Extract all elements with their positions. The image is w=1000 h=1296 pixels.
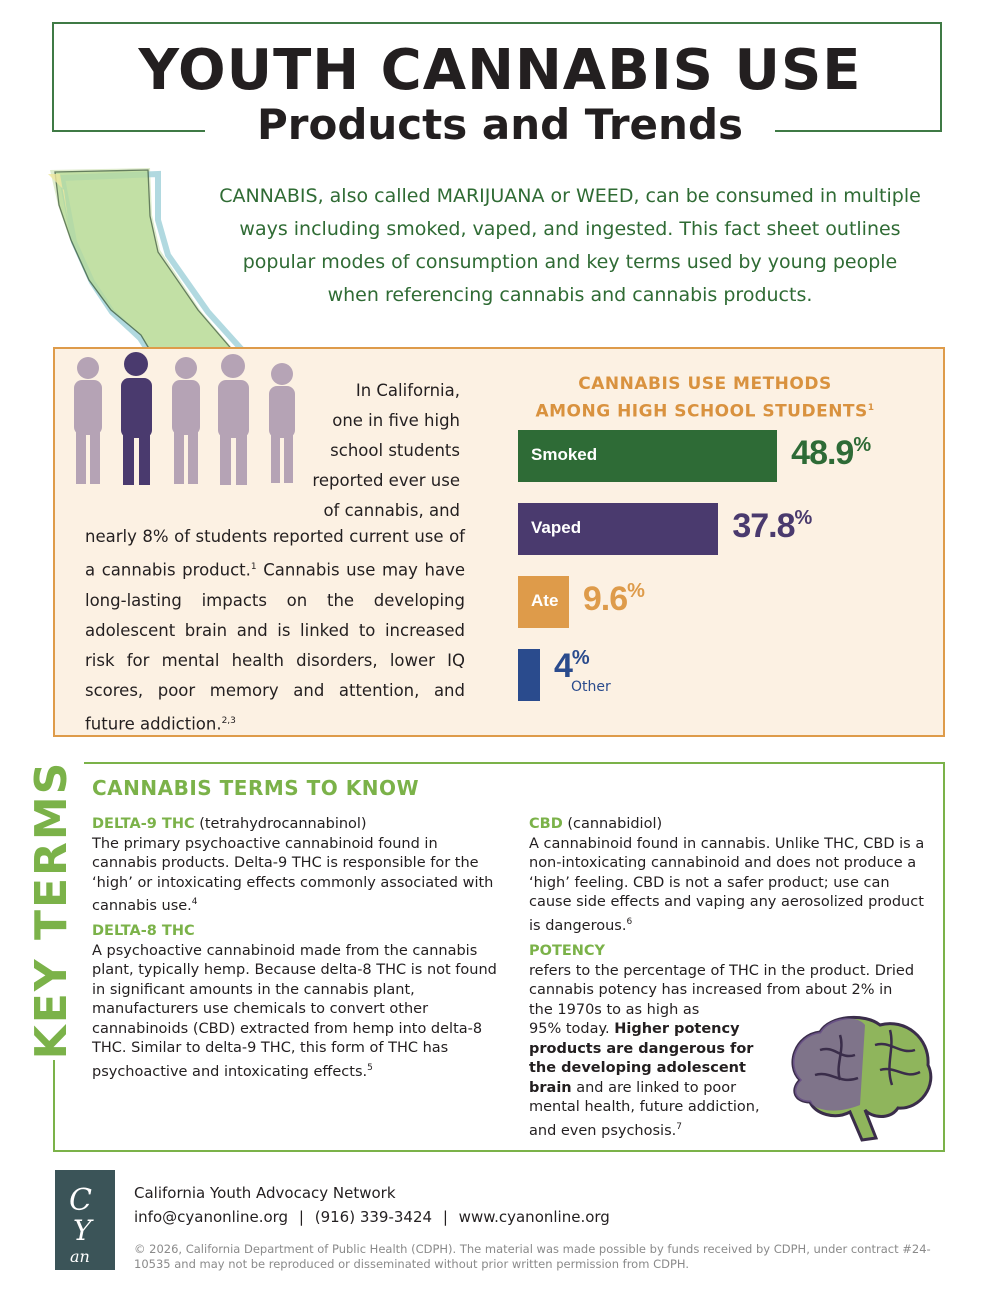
students-silhouette-icon (58, 350, 308, 490)
page-subtitle: Products and Trends (256, 100, 744, 149)
key-terms-heading: CANNABIS TERMS TO KNOW (92, 776, 420, 800)
chart-title: CANNABIS USE METHODS AMONG HIGH SCHOOL STUDENTS$^1$ (535, 374, 875, 422)
svg-text:C: C (69, 1183, 92, 1218)
cyan-logo-icon (55, 1170, 115, 1270)
intro-paragraph: CANNABIS, also called MARIJUANA or WEED, can be consumed in multiple ways including smoked, vaped, and ingested. This fact sheet outlines popular modes of consumption and key terms used by young people when referencing cannabis and cannabis products. (219, 185, 921, 306)
term-delta8: DELTA-8 THC A psychoactive cannabinoid made from the cannabis plant, typically hemp. Because delta-8 THC is not found in significant amounts in the cannabis plant, manufacturers use chemicals to convert other cannabinoids (CBD) extracted from hemp into delta-8 THC. Similar to delta-9 THC, this form of THC has psychoactive and intoxicating effects.$^5$ (92, 923, 497, 1080)
bar-smoked (518, 430, 777, 482)
bar-label-other: Other (571, 679, 611, 695)
bar-label-vaped: Vaped (531, 518, 582, 537)
cyan-logo (55, 1170, 115, 1270)
term-potency: POTENCY refers to the percentage of THC in the product. Dried cannabis potency has increased from about 2% in the 1970s to as high as 95% today. Higher potency products are dangerous for the developing adolescent brain and are linked to poor mental health, future addiction, and even psychosis.$^7$ (529, 943, 915, 1139)
bar-vaped (518, 503, 718, 555)
website-link[interactable]: www.cyanonline.org (458, 1208, 610, 1226)
bar-ate (518, 576, 569, 628)
stat-text-body: nearly 8% of students reported current use of a cannabis product.$^1$ Cannabis use may have long-lasting impacts on the developing adolescent brain and is linked to increased risk for mental health disorders, lower IQ scores, poor memory and attention, and future addiction.$^{2,3}$ (85, 527, 465, 733)
page-title: YOUTH CANNABIS USE (138, 38, 862, 103)
bar-value-vaped: 37.8% (732, 507, 812, 545)
org-name: California Youth Advocacy Network (134, 1184, 396, 1202)
term-delta9: DELTA-9 THC (tetrahydrocannabinol) The primary psychoactive cannabinoid found in cannabis products. Delta-9 THC is responsible for the ‘high’ or intoxicating effects commonly associated with cannabis use.$^4$ (92, 816, 494, 914)
svg-text:Y: Y (73, 1214, 92, 1247)
bar-other (518, 649, 540, 701)
copyright-notice: © 2026, California Department of Public Health (CDPH). The material was made possible by funds received by CDPH, under contract #24-10535 and may not be reproduced or disseminated without prior written permission from CDPH. (134, 1242, 931, 1271)
bar-value-other: 4% (554, 647, 589, 685)
bar-value-smoked: 48.9% (791, 434, 871, 472)
bar-label-ate: Ate (531, 591, 559, 610)
bar-label-smoked: Smoked (531, 445, 598, 464)
bar-value-ate: 9.6% (582, 580, 644, 618)
email-link[interactable]: info@cyanonline.org (134, 1208, 289, 1226)
phone-number[interactable]: (916) 339-3424 (314, 1208, 433, 1226)
brain-icon (780, 1010, 940, 1145)
contact-line: info@cyanonline.org | (916) 339-3424 | www.cyanonline.org (134, 1208, 610, 1226)
svg-text:an: an (70, 1247, 90, 1266)
stat-text-top: In California, one in five high school students reported ever use of cannabis, and (312, 381, 460, 520)
key-terms-side-label: KEY TERMS (20, 760, 84, 1060)
term-cbd: CBD (cannabidiol) A cannabinoid found in cannabis. Unlike THC, CBD is a non-intoxicating cannabinoid and does not produce a ‘high’ feeling. CBD is not a safer product; use can cause side effects and vaping any aerosolized product is dangerous.$^6$ (529, 816, 925, 934)
